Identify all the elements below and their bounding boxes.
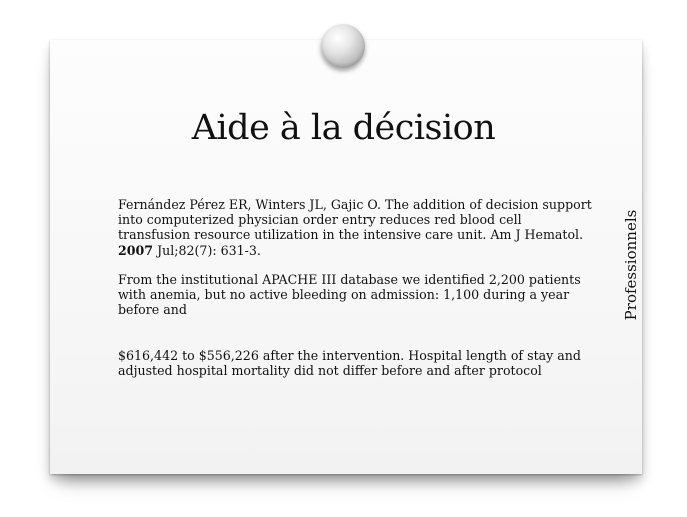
citation-year: 2007 <box>118 242 154 258</box>
citation-paragraph <box>118 197 593 258</box>
side-label: Professionnels <box>622 209 640 321</box>
outcome-paragraph: $616,442 to $556,226 after the intervention. Hospital length of stay and adjusted hospital mortality did not differ before and after protocol <box>118 348 581 379</box>
database-paragraph: From the institutional APACHE III database we identified 2,200 patients with anemia, but no active bleeding on admission: 1,100 during a year before and <box>118 272 581 318</box>
citation-text: Fernández Pérez ER, Winters JL, Gajic O. The addition of decision support into computerized physician order entry reduces red blood cell transfusion resource utilization in the intensive care unit. Am J Hematol. <box>118 197 592 243</box>
slide-title: Aide à la décision <box>191 108 496 148</box>
pushpin-icon <box>321 24 365 68</box>
citation-pages: Jul;82(7): 631-3. <box>153 242 261 258</box>
